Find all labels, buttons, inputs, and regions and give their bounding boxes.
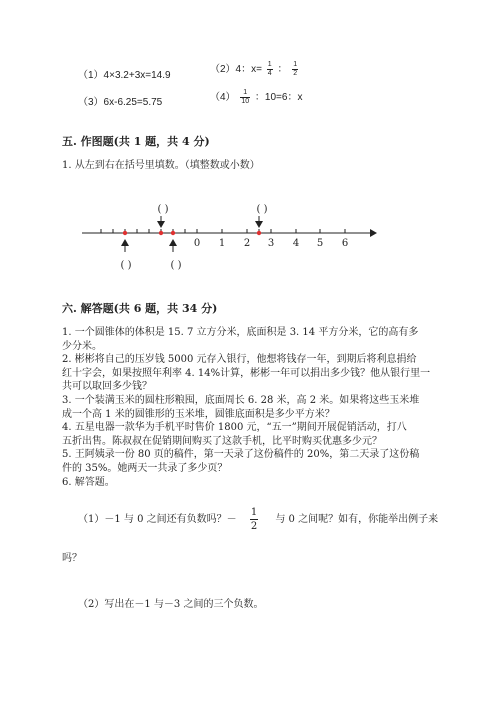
fraction-one-half: $\frac{1}{2}$ bbox=[250, 507, 258, 532]
equation-2 bbox=[210, 60, 300, 78]
tick-label-0: 0 bbox=[193, 238, 201, 249]
equation-3: （3）6x-6.25=5.75 bbox=[78, 97, 163, 108]
fraction-one-tenth: $\frac{1}{10}$ bbox=[241, 88, 250, 105]
sub-question-1-suffix: 与 0 之间呢？如有，你能举出例子来 bbox=[275, 514, 439, 525]
problem-line: 少分米。 bbox=[62, 340, 102, 352]
section-6-title: 六. 解答题(共 6 题，共 34 分) bbox=[62, 302, 218, 315]
tick-label-4: 4 bbox=[292, 238, 300, 249]
fraction-one-half: $\frac{1}{2}$ bbox=[293, 60, 298, 77]
problem-line: 6. 解答题。 bbox=[62, 476, 115, 488]
point-marker-4 bbox=[257, 231, 261, 235]
answer-bracket-bottom-1: ( ) bbox=[120, 260, 132, 271]
equation-4 bbox=[210, 88, 302, 106]
problem-line: 五折出售。陈叔叔在促销期间购买了这款手机，比平时购买优惠多少元？ bbox=[62, 435, 382, 447]
equation-1: （1）4×3.2+3x=14.9 bbox=[78, 70, 171, 81]
answer-bracket-bottom-2: ( ) bbox=[170, 260, 182, 271]
number-line-diagram bbox=[0, 195, 500, 275]
problem-line: 3. 一个装满玉米的圆柱形粮囤，底面周长 6. 28 米，高 2 米。如果将这些玉米堆 bbox=[62, 394, 420, 406]
answer-bracket-top-left: ( ) bbox=[157, 204, 169, 215]
problem-line: 5. 王阿姨录一份 80 页的稿件，第一天录了这份稿件的 20%，第二天录了这份稿 bbox=[62, 449, 420, 461]
tick-label-3: 3 bbox=[267, 238, 275, 249]
equation-2-prefix: （2）4：x= bbox=[210, 64, 262, 75]
tick-label-6: 6 bbox=[341, 238, 349, 249]
problem-line: 成一个高 1 米的圆锥形的玉米堆，圆锥底面积是多少平方米？ bbox=[62, 408, 335, 420]
section-5-title: 五. 作图题(共 1 题，共 4 分) bbox=[62, 135, 210, 148]
tick-label-5: 5 bbox=[316, 238, 324, 249]
equation-4-prefix: （4） bbox=[210, 92, 236, 103]
sub-question-1 bbox=[78, 506, 438, 533]
point-marker-1 bbox=[123, 231, 127, 235]
tick-label-1: 1 bbox=[218, 238, 226, 249]
equation-2-colon: ： bbox=[277, 64, 288, 75]
problem-line: 红十字会，如果按照年利率 4. 14%计算，彬彬一年可以捐出多少钱？他从银行里一 bbox=[62, 367, 431, 379]
sub-question-1-end: 吗？ bbox=[62, 553, 82, 564]
sub-question-2: （2）写出在－1 与－3 之间的三个负数。 bbox=[78, 599, 264, 610]
section-6-problems bbox=[62, 326, 430, 489]
problem-line: 共可以取回多少钱？ bbox=[62, 381, 152, 393]
tick-label-2: 2 bbox=[243, 238, 251, 249]
fraction-one-fourth: $\frac{1}{4}$ bbox=[267, 60, 272, 77]
point-marker-2 bbox=[159, 231, 163, 235]
point-marker-3 bbox=[171, 231, 175, 235]
sub-question-1-prefix: （1）－1 与 0 之间还有负数吗？－ bbox=[78, 514, 237, 525]
problem-line: 2. 彬彬将自己的压岁钱 5000 元存入银行，他想将钱存一年，到期后将利息捐给 bbox=[62, 354, 417, 366]
section-5-question-1: 1. 从左到右在括号里填数。（填整数或小数） bbox=[62, 160, 260, 171]
problem-line: 1. 一个圆锥体的体积是 15. 7 立方分米，底面积是 3. 14 平方分米，它的高有多 bbox=[62, 327, 419, 338]
equation-4-suffix: ：10=6：x bbox=[254, 92, 303, 103]
answer-bracket-top-right: ( ) bbox=[256, 204, 268, 215]
problem-line: 4. 五星电器一款华为手机平时售价 1800 元，“五一”期间开展促销活动，打八 bbox=[62, 422, 407, 434]
problem-line: 件的 35%。她两天一共录了多少页？ bbox=[62, 462, 228, 474]
